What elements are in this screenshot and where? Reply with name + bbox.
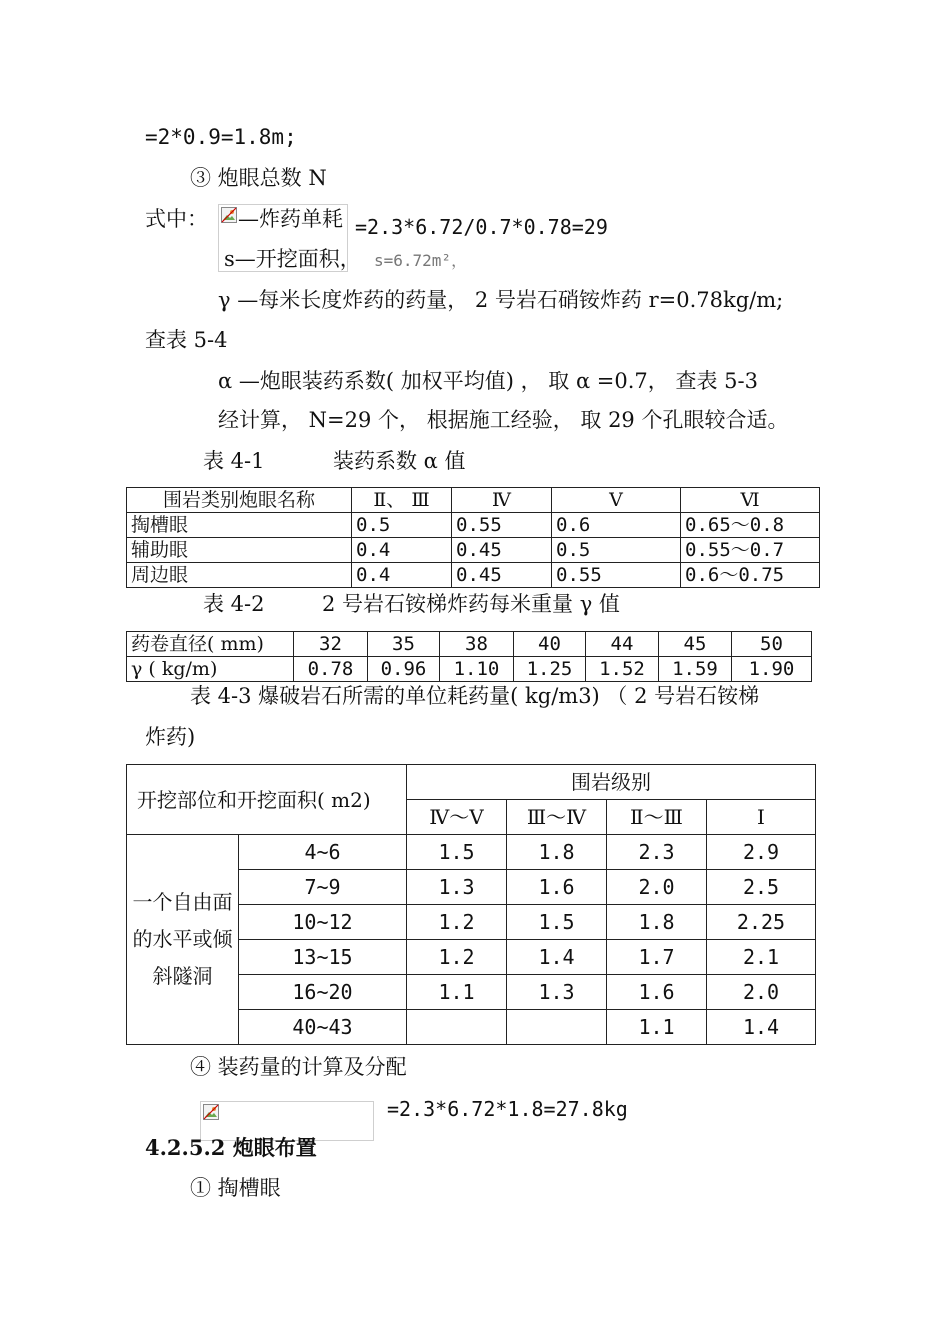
table-cell: 1.4 [507,940,607,975]
table-cell: 掏槽眼 [127,513,352,538]
table-row [127,765,816,800]
table-cell: 药卷直径( mm) [127,632,294,657]
table-cell: 1.1 [407,975,507,1010]
table-row [127,563,820,588]
table-cell: 4~6 [239,835,407,870]
charge-formula: =2.3*6.72*1.8=27.8kg [387,1097,628,1121]
table-cell: 2.5 [707,870,816,905]
table-cell: 2.1 [707,940,816,975]
table-cell: 1.5 [407,835,507,870]
table-cell: 2.0 [607,870,707,905]
table-cell: 1.10 [440,657,514,682]
table-cell: 1.1 [607,1010,707,1045]
table-cell: 0.6 [552,513,681,538]
table-cell: 1.90 [732,657,812,682]
table-cell: 1.25 [514,657,586,682]
total-holes-formula: =2.3*6.72/0.7*0.78=29 [355,215,608,239]
table-header-cell: 围岩级别 [407,765,816,800]
where-label: 式中： [145,207,208,231]
table-header-cell: 开挖部位和开挖面积( m2) [127,765,407,835]
table-cell [407,1010,507,1045]
table-cell: 13~15 [239,940,407,975]
table1-caption-title: 装药系数 α 值 [333,449,466,473]
table2-caption-title: 2 号岩石铵梯炸药每米重量 γ 值 [322,592,620,616]
table-cell: 0.6～0.75 [681,563,820,588]
charge-coefficient-table [126,487,820,588]
table-cell: 1.3 [407,870,507,905]
table-header-cell: Ⅱ～Ⅲ [607,800,707,835]
table-cell: 10~12 [239,905,407,940]
section-heading-hole-layout: 4.2.5.2 炮眼布置 [145,1135,317,1160]
table-header-cell: Ⅴ [552,488,681,513]
table-cell: 2.3 [607,835,707,870]
table-cell: 0.55 [452,513,552,538]
table3-caption-line-2: 炸药) [145,725,196,749]
table-cell: 1.52 [586,657,659,682]
section-total-holes: ③ 炮眼总数 N [190,166,327,190]
table-cell: 50 [732,632,812,657]
table-cell: 0.96 [368,657,440,682]
table-header-cell: Ⅵ [681,488,820,513]
table-row [127,488,820,513]
table-cell: 辅助眼 [127,538,352,563]
table-cell [507,1010,607,1045]
section-charge-calc: ④ 装药量的计算及分配 [190,1055,407,1079]
see-table-5-4: 查表 5-4 [145,328,228,352]
explosive-weight-table [126,631,812,682]
table-cell: 0.55～0.7 [681,538,820,563]
table-cell: 1.4 [707,1010,816,1045]
table-header-cell: Ⅳ [452,488,552,513]
gamma-description: γ —每米长度炸药的药量， 2 号岩石硝铵炸药 r=0.78kg/m; [218,288,784,312]
table-cell: 40~43 [239,1010,407,1045]
table-cell: 1.2 [407,940,507,975]
table2-caption-number: 表 4-2 [203,592,265,616]
table1-caption-number: 表 4-1 [203,449,265,473]
explosive-consumption-label: —炸药单耗 [238,207,343,231]
table-cell: 7~9 [239,870,407,905]
broken-image-icon [221,207,237,223]
table-cell: 0.65～0.8 [681,513,820,538]
table-cell: 16~20 [239,975,407,1010]
table-cell: 周边眼 [127,563,352,588]
table-cell: 0.55 [552,563,681,588]
table-cell: 45 [659,632,732,657]
table-cell: 0.45 [452,538,552,563]
table-cell: 1.5 [507,905,607,940]
calculation-result: 经计算， N=29 个， 根据施工经验， 取 29 个孔眼较合适。 [218,408,789,432]
table-cell: 0.4 [352,538,452,563]
table-cell: 2.9 [707,835,816,870]
table-cell: γ ( kg/m) [127,657,294,682]
table-cell: 1.8 [607,905,707,940]
alpha-description: α —炮眼装药系数( 加权平均值) ， 取 α =0.7， 查表 5-3 [218,369,758,393]
unit-consumption-table [126,764,816,1045]
table-group-cell: 一个自由面的水平或倾斜隧洞 [127,835,239,1045]
excavation-area-label: s—开挖面积， [224,247,361,271]
table-cell: 35 [368,632,440,657]
table-cell: 0.45 [452,563,552,588]
table-header-cell: Ⅰ [707,800,816,835]
table-cell: 0.4 [352,563,452,588]
table-cell: 38 [440,632,514,657]
table-cell: 1.2 [407,905,507,940]
table-cell: 1.3 [507,975,607,1010]
table-header-cell: Ⅱ、 Ⅲ [352,488,452,513]
table-header-cell: Ⅳ～Ⅴ [407,800,507,835]
table-cell: 1.8 [507,835,607,870]
table-cell: 1.6 [507,870,607,905]
table-cell: 0.5 [552,538,681,563]
subsection-cut-holes: ① 掏槽眼 [190,1176,281,1200]
table-cell: 1.59 [659,657,732,682]
table-row [127,657,812,682]
table-row [127,513,820,538]
table-row [127,632,812,657]
table-cell: 40 [514,632,586,657]
table-header-cell: 围岩类别炮眼名称 [127,488,352,513]
table-cell: 2.0 [707,975,816,1010]
table-cell: 2.25 [707,905,816,940]
table-header-cell: Ⅲ～Ⅳ [507,800,607,835]
table-row [127,835,816,870]
table-cell: 0.5 [352,513,452,538]
table3-caption-line-1: 表 4-3 爆破岩石所需的单位耗药量( kg/m3) （ 2 号岩石铵梯 [190,684,760,708]
table-cell: 44 [586,632,659,657]
formula-line-1: =2*0.9=1.8m; [145,125,297,149]
broken-image-icon [203,1104,219,1120]
excavation-area-value: s=6.72m²， [374,251,468,270]
table-cell: 0.78 [294,657,368,682]
table-cell: 1.7 [607,940,707,975]
table-row [127,538,820,563]
table-cell: 32 [294,632,368,657]
table-cell: 1.6 [607,975,707,1010]
